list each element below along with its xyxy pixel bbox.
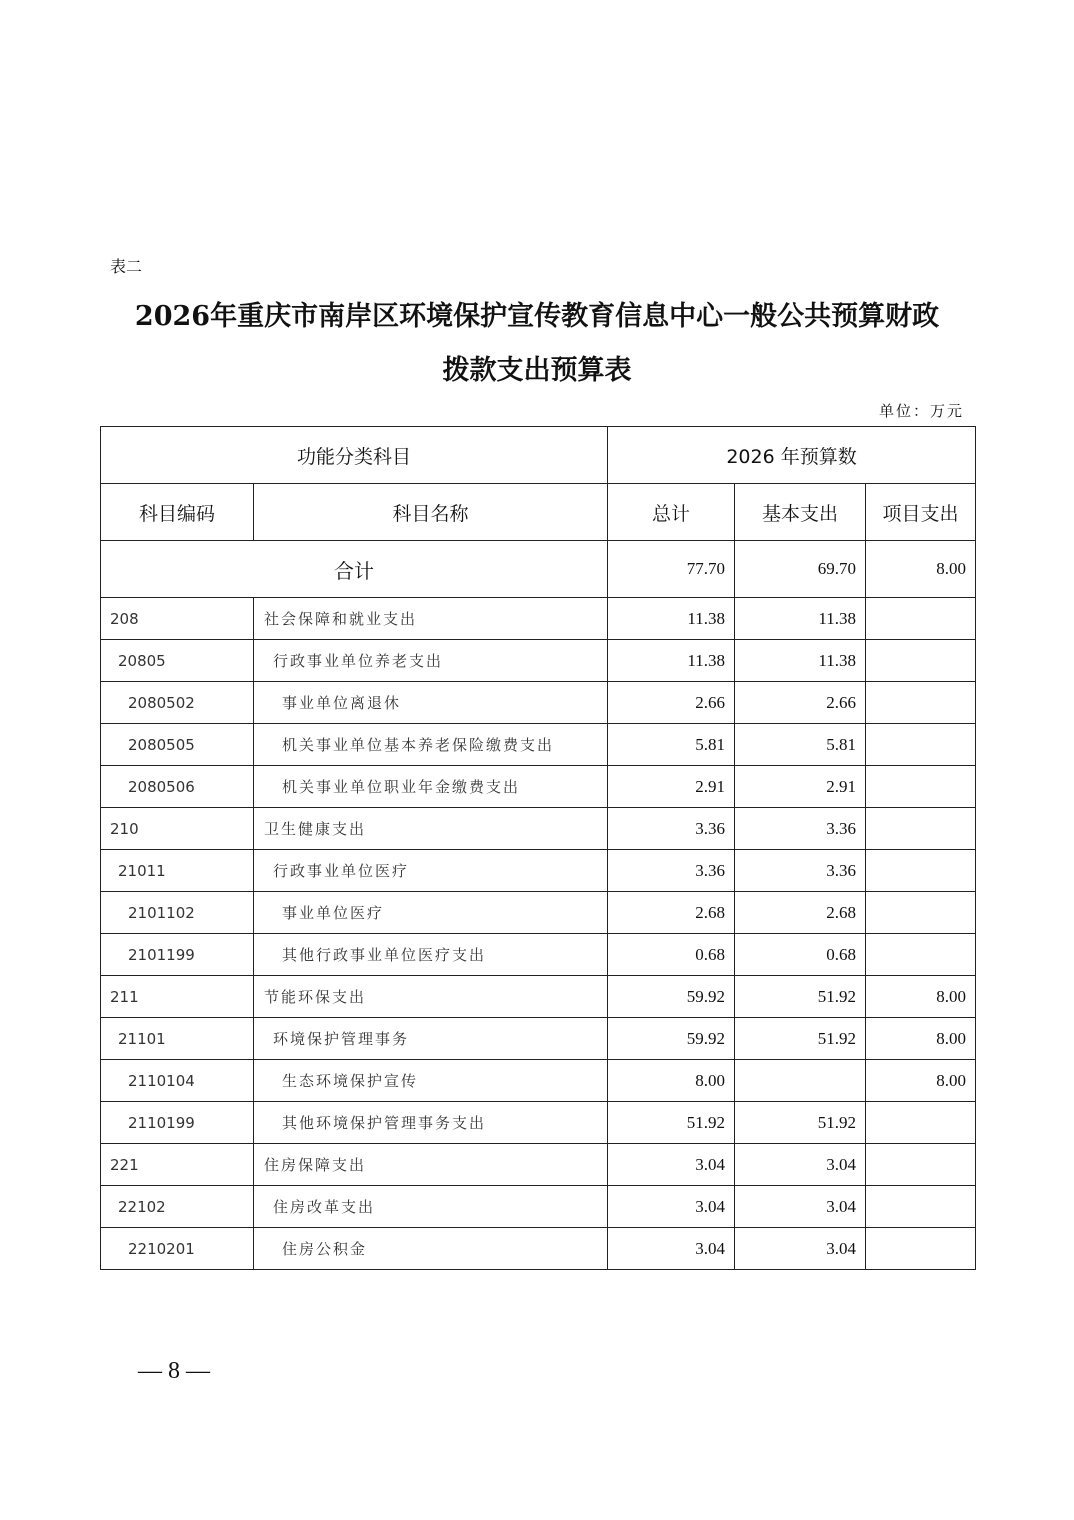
project-cell (866, 1102, 976, 1144)
table-row (101, 808, 976, 850)
code-cell: 2101102 (101, 892, 254, 934)
project-cell: 8.00 (866, 1060, 976, 1102)
name-cell: 行政事业单位养老支出 (254, 640, 608, 682)
table-row (101, 1018, 976, 1060)
table-row (101, 1102, 976, 1144)
header-name: 科目名称 (254, 484, 608, 541)
project-cell (866, 682, 976, 724)
name-cell: 卫生健康支出 (254, 808, 608, 850)
total-cell: 0.68 (608, 934, 735, 976)
name-cell: 环境保护管理事务 (254, 1018, 608, 1060)
header-budget-2026: 2026 年预算数 (608, 427, 976, 484)
project-cell (866, 1228, 976, 1270)
code-cell: 2080502 (101, 682, 254, 724)
name-cell: 住房保障支出 (254, 1144, 608, 1186)
basic-cell: 3.04 (735, 1144, 866, 1186)
name-cell: 住房改革支出 (254, 1186, 608, 1228)
basic-cell: 11.38 (735, 598, 866, 640)
name-cell: 住房公积金 (254, 1228, 608, 1270)
total-cell: 51.92 (608, 1102, 735, 1144)
name-cell: 其他行政事业单位医疗支出 (254, 934, 608, 976)
total-cell: 11.38 (608, 640, 735, 682)
basic-cell: 3.04 (735, 1228, 866, 1270)
total-cell: 5.81 (608, 724, 735, 766)
name-cell: 机关事业单位基本养老保险缴费支出 (254, 724, 608, 766)
project-cell (866, 1144, 976, 1186)
header-row (101, 484, 976, 541)
project-cell (866, 934, 976, 976)
table-row (101, 766, 976, 808)
total-cell: 3.04 (608, 1186, 735, 1228)
header-project: 项目支出 (866, 484, 976, 541)
name-cell: 行政事业单位医疗 (254, 850, 608, 892)
basic-cell: 5.81 (735, 724, 866, 766)
header-code: 科目编码 (101, 484, 254, 541)
total-cell: 8.00 (608, 1060, 735, 1102)
project-cell (866, 808, 976, 850)
total-cell: 2.68 (608, 892, 735, 934)
page-title: 2026年重庆市南岸区环境保护宣传教育信息中心一般公共预算财政 (134, 301, 940, 332)
table-label: 表二 (110, 257, 143, 276)
code-cell: 21101 (101, 1018, 254, 1060)
code-cell: 2110104 (101, 1060, 254, 1102)
basic-cell: 2.68 (735, 892, 866, 934)
project-cell (866, 724, 976, 766)
header-basic: 基本支出 (735, 484, 866, 541)
total-cell: 11.38 (608, 598, 735, 640)
code-cell: 2110199 (101, 1102, 254, 1144)
unit-note: 单位：万元 (878, 402, 964, 420)
header-total: 总计 (608, 484, 735, 541)
total-project: 8.00 (866, 541, 976, 598)
table-row (101, 640, 976, 682)
basic-cell: 2.91 (735, 766, 866, 808)
code-cell: 208 (101, 598, 254, 640)
project-cell (866, 766, 976, 808)
total-cell: 3.36 (608, 808, 735, 850)
total-label: 合计 (101, 541, 608, 598)
project-cell (866, 1186, 976, 1228)
code-cell: 2080505 (101, 724, 254, 766)
total-cell: 3.04 (608, 1228, 735, 1270)
table-row (101, 682, 976, 724)
total-cell: 2.66 (608, 682, 735, 724)
table-row (101, 1060, 976, 1102)
project-cell (866, 598, 976, 640)
project-cell (866, 640, 976, 682)
page-title-line2: 拨款支出预算表 (442, 355, 632, 386)
basic-cell: 0.68 (735, 934, 866, 976)
budget-table (100, 426, 976, 1270)
code-cell: 210 (101, 808, 254, 850)
code-cell: 221 (101, 1144, 254, 1186)
table-row (101, 976, 976, 1018)
code-cell: 211 (101, 976, 254, 1018)
name-cell: 其他环境保护管理事务支出 (254, 1102, 608, 1144)
name-cell: 事业单位离退休 (254, 682, 608, 724)
name-cell: 社会保障和就业支出 (254, 598, 608, 640)
project-cell (866, 892, 976, 934)
project-cell: 8.00 (866, 976, 976, 1018)
name-cell: 机关事业单位职业年金缴费支出 (254, 766, 608, 808)
page-number: — 8 — (138, 1358, 210, 1384)
total-cell: 59.92 (608, 1018, 735, 1060)
table-row (101, 1144, 976, 1186)
code-cell: 22102 (101, 1186, 254, 1228)
name-cell: 事业单位医疗 (254, 892, 608, 934)
basic-cell: 51.92 (735, 1102, 866, 1144)
basic-cell: 3.36 (735, 850, 866, 892)
project-cell (866, 850, 976, 892)
table-row (101, 724, 976, 766)
total-row (101, 541, 976, 598)
project-cell: 8.00 (866, 1018, 976, 1060)
total-cell: 3.36 (608, 850, 735, 892)
header-function-category: 功能分类科目 (101, 427, 608, 484)
total-cell: 3.04 (608, 1144, 735, 1186)
total-total: 77.70 (608, 541, 735, 598)
table-row (101, 598, 976, 640)
table-row (101, 1228, 976, 1270)
total-cell: 2.91 (608, 766, 735, 808)
name-cell: 生态环境保护宣传 (254, 1060, 608, 1102)
total-basic: 69.70 (735, 541, 866, 598)
code-cell: 2210201 (101, 1228, 254, 1270)
basic-cell: 11.38 (735, 640, 866, 682)
table-row (101, 892, 976, 934)
code-cell: 2080506 (101, 766, 254, 808)
table-row (101, 934, 976, 976)
header-row-group (101, 427, 976, 484)
total-cell: 59.92 (608, 976, 735, 1018)
code-cell: 20805 (101, 640, 254, 682)
table-row (101, 850, 976, 892)
basic-cell: 3.04 (735, 1186, 866, 1228)
basic-cell: 2.66 (735, 682, 866, 724)
code-cell: 21011 (101, 850, 254, 892)
table-row (101, 1186, 976, 1228)
basic-cell (735, 1060, 866, 1102)
name-cell: 节能环保支出 (254, 976, 608, 1018)
basic-cell: 51.92 (735, 1018, 866, 1060)
basic-cell: 3.36 (735, 808, 866, 850)
code-cell: 2101199 (101, 934, 254, 976)
basic-cell: 51.92 (735, 976, 866, 1018)
